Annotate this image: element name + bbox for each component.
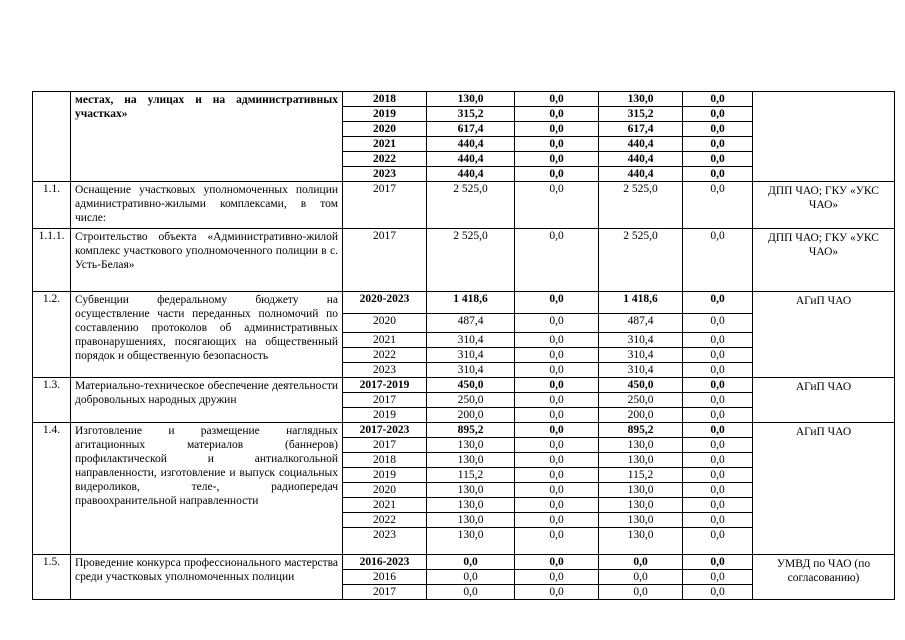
okrug-cell: 250,0 [599, 393, 683, 408]
year-cell: 2020 [343, 122, 427, 137]
item-name-cell: Оснащение участковых уполномоченных полиции административно-жилыми комплексами, в том числе: [71, 182, 343, 229]
total-cell: 440,4 [427, 167, 515, 182]
municipal-cell: 0,0 [683, 393, 753, 408]
total-cell: 0,0 [427, 570, 515, 585]
okrug-cell: 130,0 [599, 483, 683, 498]
federal-cell: 0,0 [515, 468, 599, 483]
executor-cell: УМВД по ЧАО (по согласованию) [753, 555, 895, 600]
okrug-cell: 1 418,6 [599, 292, 683, 314]
federal-cell: 0,0 [515, 363, 599, 378]
table-row [33, 182, 895, 229]
municipal-cell: 0,0 [683, 378, 753, 393]
table-row [33, 92, 895, 107]
year-cell: 2021 [343, 333, 427, 348]
okrug-cell: 315,2 [599, 107, 683, 122]
okrug-cell: 130,0 [599, 438, 683, 453]
total-cell: 440,4 [427, 152, 515, 167]
okrug-cell: 617,4 [599, 122, 683, 137]
total-cell: 310,4 [427, 348, 515, 363]
municipal-cell: 0,0 [683, 363, 753, 378]
executor-cell: ДПП ЧАО; ГКУ «УКС ЧАО» [753, 229, 895, 292]
municipal-cell: 0,0 [683, 229, 753, 292]
municipal-cell: 0,0 [683, 570, 753, 585]
table-row [33, 229, 895, 292]
year-cell: 2017-2019 [343, 378, 427, 393]
total-cell: 315,2 [427, 107, 515, 122]
executor-cell: АГиП ЧАО [753, 423, 895, 555]
total-cell: 250,0 [427, 393, 515, 408]
total-cell: 310,4 [427, 363, 515, 378]
okrug-cell: 310,4 [599, 363, 683, 378]
okrug-cell: 130,0 [599, 453, 683, 468]
okrug-cell: 440,4 [599, 137, 683, 152]
table-body [33, 92, 895, 600]
total-cell: 130,0 [427, 498, 515, 513]
municipal-cell: 0,0 [683, 498, 753, 513]
item-number-cell: 1.2. [33, 292, 71, 378]
year-cell: 2018 [343, 453, 427, 468]
federal-cell: 0,0 [515, 423, 599, 438]
federal-cell: 0,0 [515, 333, 599, 348]
executor-cell: АГиП ЧАО [753, 292, 895, 378]
total-cell: 2 525,0 [427, 182, 515, 229]
year-cell: 2019 [343, 408, 427, 423]
total-cell: 2 525,0 [427, 229, 515, 292]
municipal-cell: 0,0 [683, 453, 753, 468]
okrug-cell: 2 525,0 [599, 182, 683, 229]
item-number-cell: 1.3. [33, 378, 71, 423]
federal-cell: 0,0 [515, 453, 599, 468]
year-cell: 2020 [343, 483, 427, 498]
federal-cell: 0,0 [515, 314, 599, 333]
okrug-cell: 115,2 [599, 468, 683, 483]
municipal-cell: 0,0 [683, 513, 753, 528]
year-cell: 2023 [343, 363, 427, 378]
year-cell: 2023 [343, 528, 427, 555]
municipal-cell: 0,0 [683, 438, 753, 453]
program-table [32, 91, 895, 600]
item-number-cell: 1.1. [33, 182, 71, 229]
total-cell: 130,0 [427, 92, 515, 107]
municipal-cell: 0,0 [683, 122, 753, 137]
year-cell: 2023 [343, 167, 427, 182]
okrug-cell: 440,4 [599, 152, 683, 167]
total-cell: 200,0 [427, 408, 515, 423]
okrug-cell: 895,2 [599, 423, 683, 438]
federal-cell: 0,0 [515, 408, 599, 423]
total-cell: 130,0 [427, 438, 515, 453]
item-name-cell: Материально-техническое обеспечение деятельности добровольных народных дружин [71, 378, 343, 423]
okrug-cell: 0,0 [599, 585, 683, 600]
year-cell: 2019 [343, 468, 427, 483]
year-cell: 2017 [343, 438, 427, 453]
year-cell: 2022 [343, 513, 427, 528]
okrug-cell: 130,0 [599, 528, 683, 555]
total-cell: 0,0 [427, 585, 515, 600]
total-cell: 1 418,6 [427, 292, 515, 314]
federal-cell: 0,0 [515, 92, 599, 107]
federal-cell: 0,0 [515, 393, 599, 408]
municipal-cell: 0,0 [683, 585, 753, 600]
municipal-cell: 0,0 [683, 137, 753, 152]
item-name-cell: местах, на улицах и на административных участках» [71, 92, 343, 182]
year-cell: 2016 [343, 570, 427, 585]
okrug-cell: 487,4 [599, 314, 683, 333]
federal-cell: 0,0 [515, 570, 599, 585]
year-cell: 2017 [343, 393, 427, 408]
municipal-cell: 0,0 [683, 314, 753, 333]
okrug-cell: 130,0 [599, 498, 683, 513]
executor-cell: ДПП ЧАО; ГКУ «УКС ЧАО» [753, 182, 895, 229]
item-name-cell: Изготовление и размещение наглядных агитационных материалов (баннеров) профилактической и антиалкогольной направленности, изготовление и выпуск социальных видероликов, теле-, радиопередач правоохранительной направленности [71, 423, 343, 555]
okrug-cell: 310,4 [599, 333, 683, 348]
total-cell: 450,0 [427, 378, 515, 393]
municipal-cell: 0,0 [683, 107, 753, 122]
federal-cell: 0,0 [515, 528, 599, 555]
federal-cell: 0,0 [515, 107, 599, 122]
federal-cell: 0,0 [515, 182, 599, 229]
item-name-cell: Субвенции федеральному бюджету на осуществление части переданных полномочий по составлению протоколов об административных правонарушениях, посягающих на общественный порядок и общественную безопасность [71, 292, 343, 378]
total-cell: 310,4 [427, 333, 515, 348]
total-cell: 0,0 [427, 555, 515, 570]
municipal-cell: 0,0 [683, 408, 753, 423]
okrug-cell: 440,4 [599, 167, 683, 182]
year-cell: 2021 [343, 498, 427, 513]
okrug-cell: 2 525,0 [599, 229, 683, 292]
year-cell: 2017 [343, 229, 427, 292]
federal-cell: 0,0 [515, 229, 599, 292]
federal-cell: 0,0 [515, 438, 599, 453]
table-row [33, 423, 895, 438]
item-number-cell: 1.4. [33, 423, 71, 555]
year-cell: 2016-2023 [343, 555, 427, 570]
total-cell: 130,0 [427, 513, 515, 528]
total-cell: 130,0 [427, 483, 515, 498]
item-number-cell: 1.1.1. [33, 229, 71, 292]
table-row [33, 555, 895, 570]
item-name-cell: Проведение конкурса профессионального мастерства среди участковых уполномоченных полиции [71, 555, 343, 600]
federal-cell: 0,0 [515, 483, 599, 498]
total-cell: 895,2 [427, 423, 515, 438]
municipal-cell: 0,0 [683, 468, 753, 483]
table-row [33, 378, 895, 393]
municipal-cell: 0,0 [683, 152, 753, 167]
year-cell: 2019 [343, 107, 427, 122]
okrug-cell: 130,0 [599, 92, 683, 107]
federal-cell: 0,0 [515, 292, 599, 314]
federal-cell: 0,0 [515, 167, 599, 182]
federal-cell: 0,0 [515, 348, 599, 363]
year-cell: 2022 [343, 152, 427, 167]
total-cell: 487,4 [427, 314, 515, 333]
municipal-cell: 0,0 [683, 167, 753, 182]
municipal-cell: 0,0 [683, 292, 753, 314]
federal-cell: 0,0 [515, 378, 599, 393]
okrug-cell: 130,0 [599, 513, 683, 528]
okrug-cell: 450,0 [599, 378, 683, 393]
table-row [33, 292, 895, 314]
federal-cell: 0,0 [515, 585, 599, 600]
total-cell: 617,4 [427, 122, 515, 137]
federal-cell: 0,0 [515, 498, 599, 513]
item-number-cell: 1.5. [33, 555, 71, 600]
executor-cell: АГиП ЧАО [753, 378, 895, 423]
year-cell: 2020-2023 [343, 292, 427, 314]
okrug-cell: 0,0 [599, 555, 683, 570]
municipal-cell: 0,0 [683, 423, 753, 438]
year-cell: 2021 [343, 137, 427, 152]
okrug-cell: 0,0 [599, 570, 683, 585]
total-cell: 115,2 [427, 468, 515, 483]
municipal-cell: 0,0 [683, 92, 753, 107]
year-cell: 2022 [343, 348, 427, 363]
okrug-cell: 310,4 [599, 348, 683, 363]
municipal-cell: 0,0 [683, 483, 753, 498]
executor-cell [753, 92, 895, 182]
federal-cell: 0,0 [515, 122, 599, 137]
year-cell: 2020 [343, 314, 427, 333]
year-cell: 2017-2023 [343, 423, 427, 438]
year-cell: 2018 [343, 92, 427, 107]
municipal-cell: 0,0 [683, 555, 753, 570]
year-cell: 2017 [343, 585, 427, 600]
total-cell: 440,4 [427, 137, 515, 152]
municipal-cell: 0,0 [683, 528, 753, 555]
municipal-cell: 0,0 [683, 348, 753, 363]
item-number-cell [33, 92, 71, 182]
federal-cell: 0,0 [515, 555, 599, 570]
municipal-cell: 0,0 [683, 333, 753, 348]
municipal-cell: 0,0 [683, 182, 753, 229]
federal-cell: 0,0 [515, 137, 599, 152]
total-cell: 130,0 [427, 528, 515, 555]
year-cell: 2017 [343, 182, 427, 229]
federal-cell: 0,0 [515, 513, 599, 528]
okrug-cell: 200,0 [599, 408, 683, 423]
federal-cell: 0,0 [515, 152, 599, 167]
total-cell: 130,0 [427, 453, 515, 468]
item-name-cell: Строительство объекта «Административно-жилой комплекс участкового уполномоченного полиции в с. Усть-Белая» [71, 229, 343, 292]
